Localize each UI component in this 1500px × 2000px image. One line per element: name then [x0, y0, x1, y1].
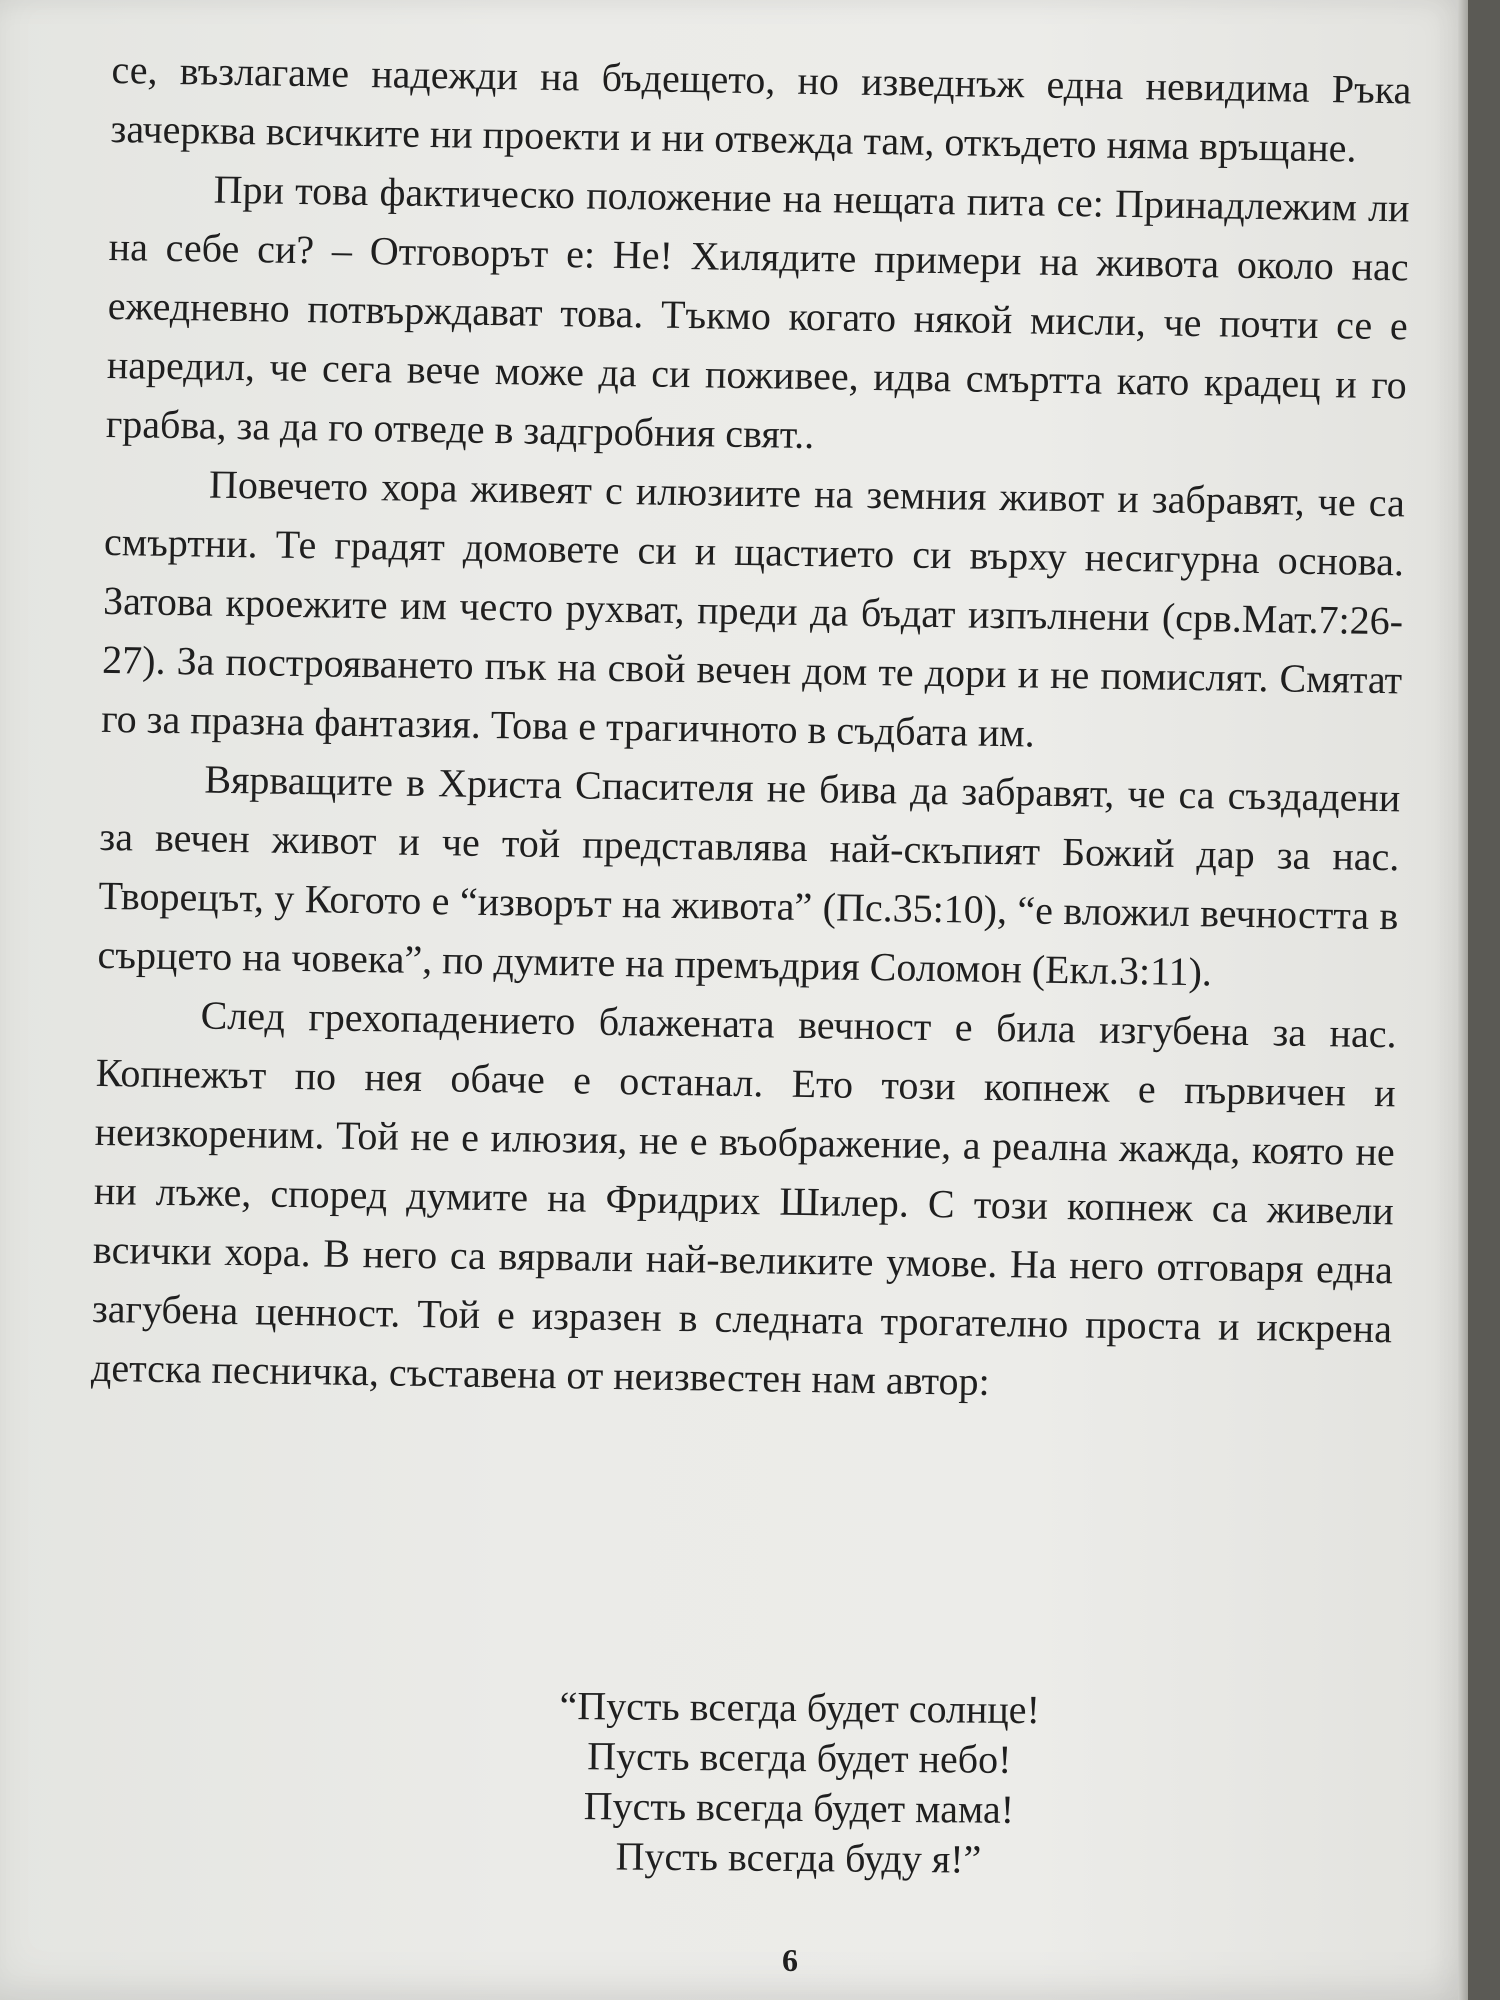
paragraph-1: се, възлагаме надежди на бъдещето, но изведнъж една невидима Ръка зачерква всичките ни проекти и ни отвежда там, откъдето няма връщане. [110, 46, 1412, 171]
paragraph-5: След грехопадението блажената вечност е била изгубена за нас. Копнежът по нея обаче е останал. Ето този копнеж е първичен и неизкореним. Той не е илюзия, не е въображение, а реална жажда, която не ни лъже, според думите на Фридрих Шилер. С този копнеж са живели всички хора. В него са вярвали най-великите умове. На него отговаря една загубена ценност. Той е изразен в следната трогателно проста и искрена детска песничка, съставена от неизвестен нам автор: [90, 992, 1397, 1404]
poem-line-3: Пусть всегда будет мама! [583, 1783, 1015, 1832]
poem-line-2: Пусть всегда будет небо! [587, 1733, 1012, 1782]
paragraph-3: Повечето хора живеят с илюзиите на земния живот и забравят, че са смъртни. Те градят домовете си и щастието си върху несигурна основа. Затова кроежите им често рухват, преди да бъдат изпълнени (срв.Мат.7:26-27). За построяването пък на свой вечен дом те дори и не помислят. Смятат го за празна фантазия. Това е трагичното в съдбата им. [100, 461, 1406, 756]
poem-line-1: “Пусть всегда будет солнце! [559, 1682, 1041, 1733]
body-text [91, 40, 1412, 1417]
poem-quote [448, 1680, 1150, 1886]
paragraph-2: При това фактическо положение на нещата пита се: Принадлежим ли на себе си? – Отговорът е: Не! Хилядите примери на живота около нас ежедневно потвърждават това. Тъкмо когато някой мисли, че почти се е наредил, че сега вече може да си поживее, идва смъртта като крадец и го грабва, за да го отведе в задгробния свят.. [105, 166, 1410, 458]
page-number: 6 [782, 1942, 798, 1978]
poem-line-4: Пусть всегда буду я!” [615, 1833, 982, 1882]
page-edge [1458, 0, 1468, 2000]
paragraph-4: Вярващите в Христа Спасителя не бива да забравят, че са създадени за вечен живот и че той представлява най-скъпият Божий дар за нас. Творецът, у Когото е “изворът на живота” (Пс.35:10), “е вложил вечността в сърцето на човека”, по думите на премъдрия Соломон (Екл.3:11). [97, 756, 1401, 995]
